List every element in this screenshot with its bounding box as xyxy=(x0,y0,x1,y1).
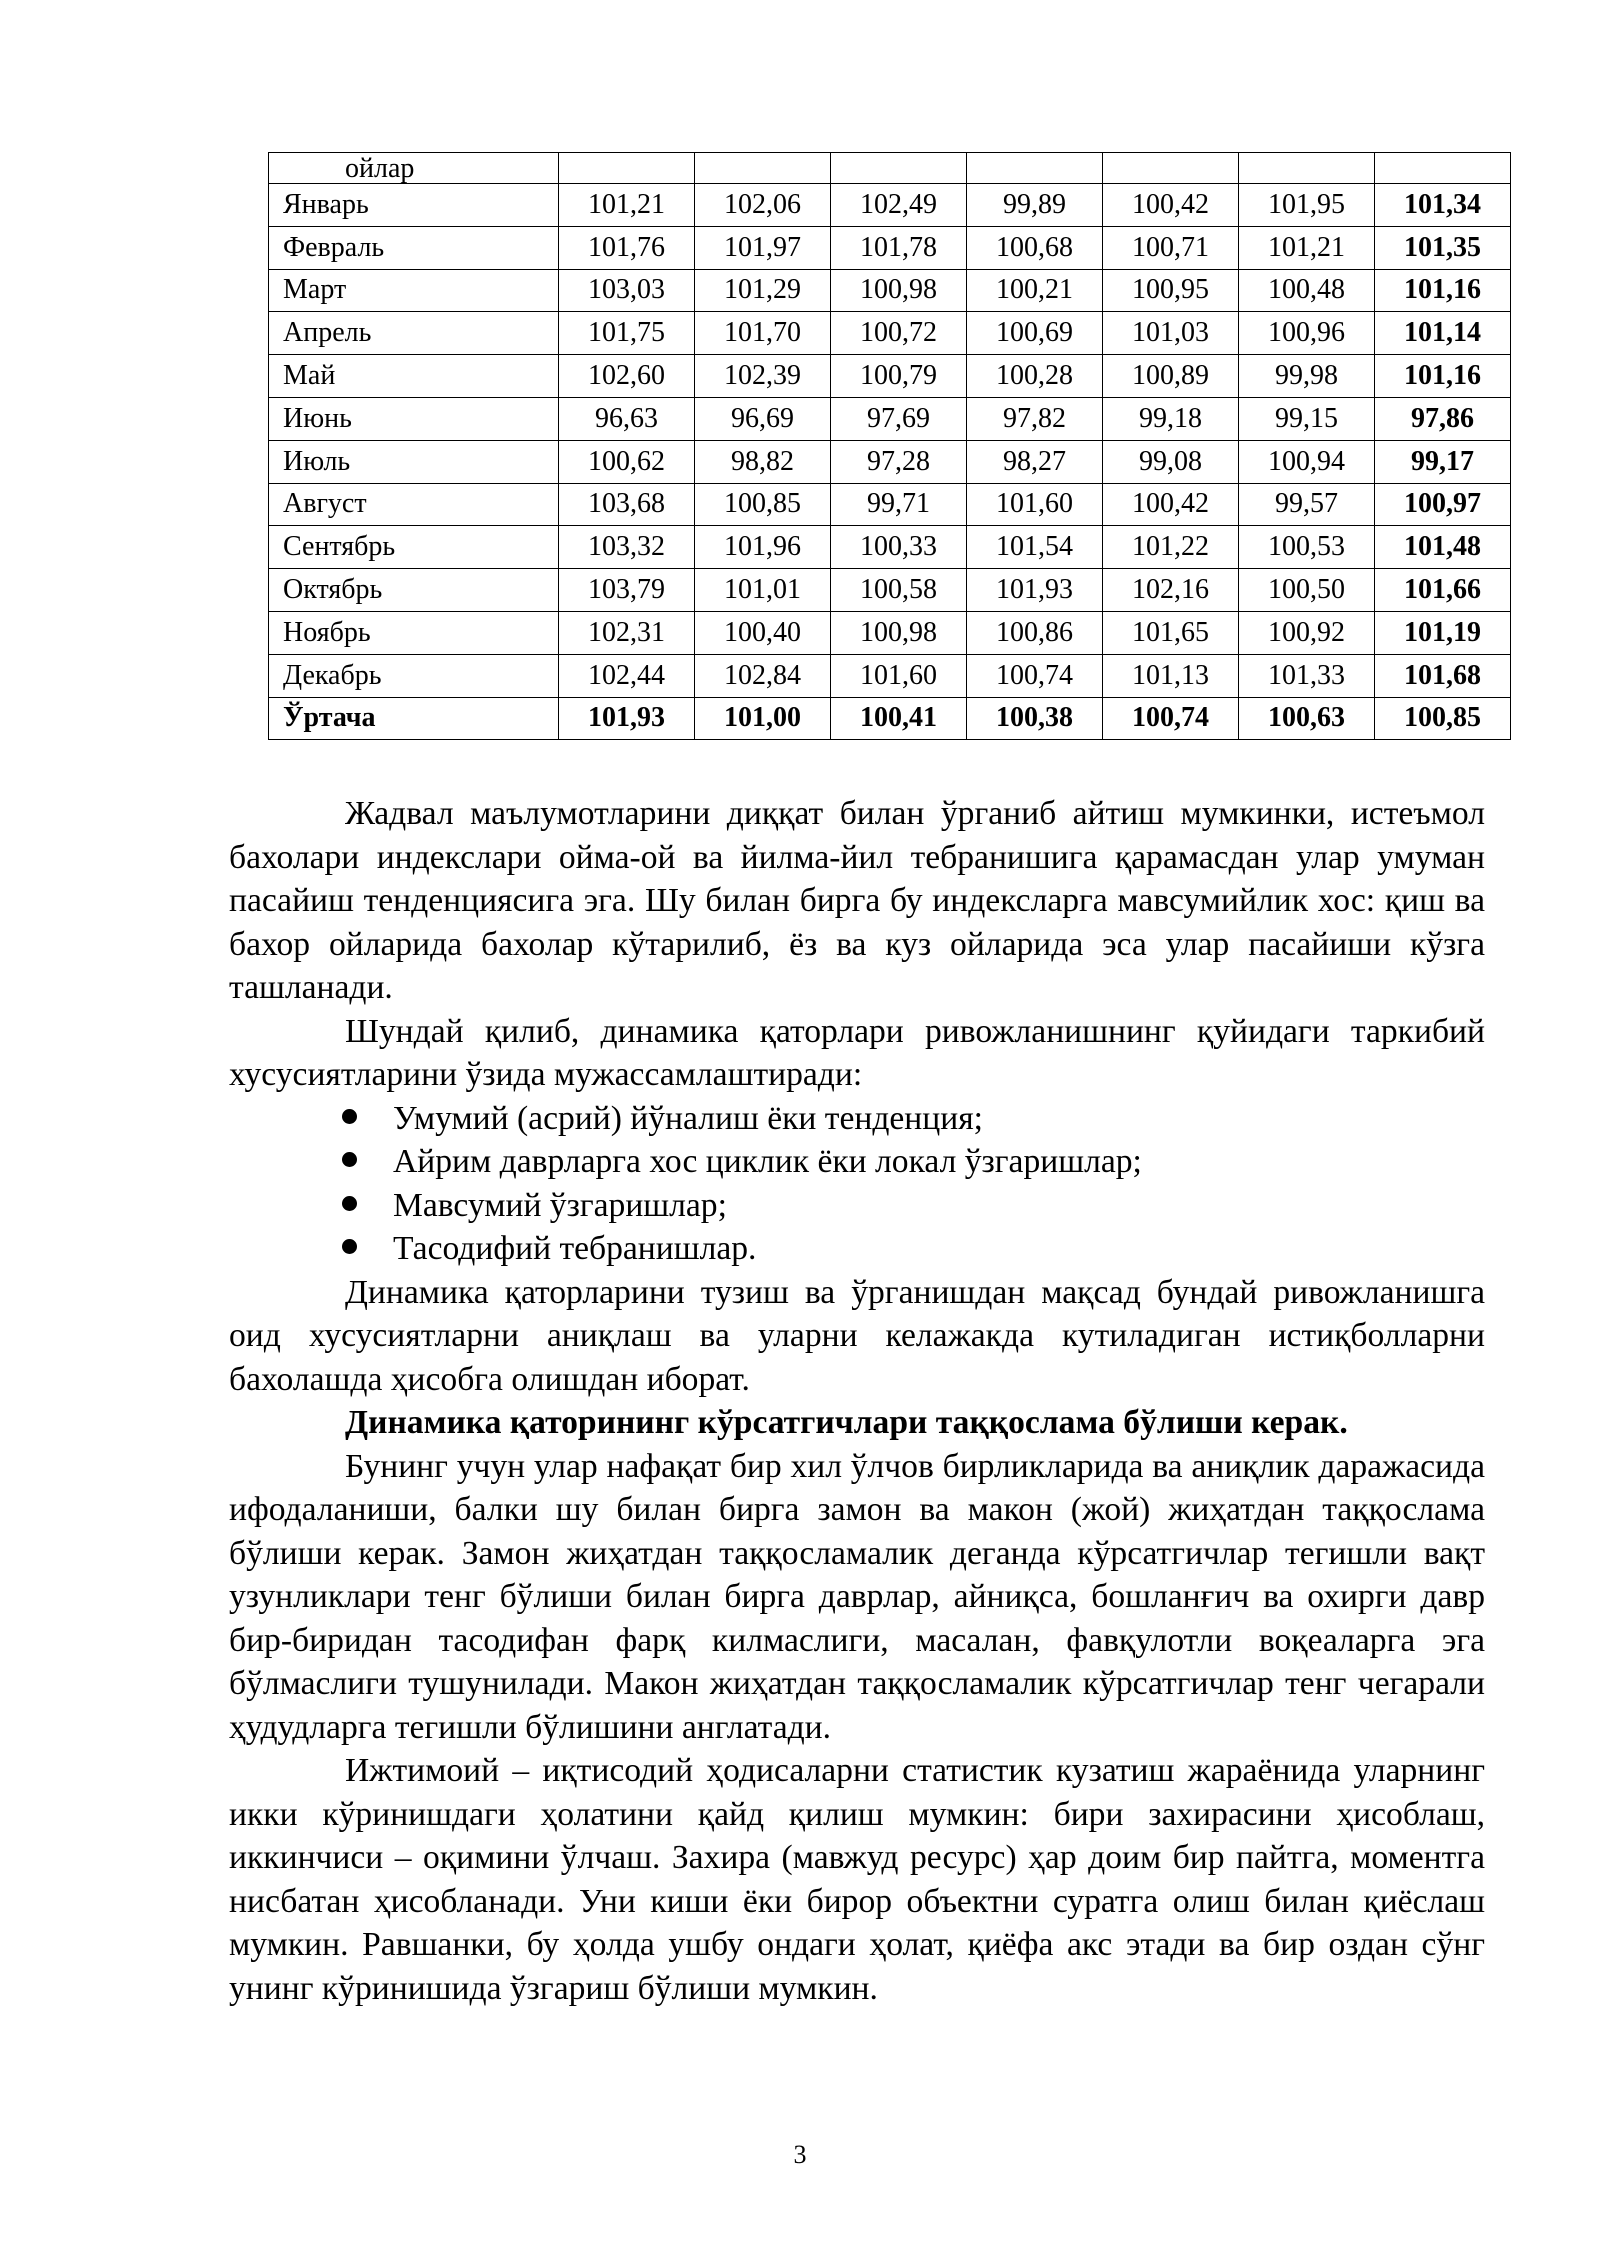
month-cell: Ноябрь xyxy=(269,611,559,654)
table-row xyxy=(269,569,1511,612)
value-cell: 103,03 xyxy=(559,269,695,312)
bullet-text: Тасодифий тебранишлар. xyxy=(393,1230,757,1267)
value-cell: 97,28 xyxy=(831,440,967,483)
page-number: 3 xyxy=(793,2140,807,2169)
bullet-item xyxy=(229,1097,1485,1141)
value-cell: 102,84 xyxy=(695,654,831,697)
month-cell: Январь xyxy=(269,184,559,227)
value-cell: 96,63 xyxy=(559,397,695,440)
value-cell: 100,38 xyxy=(967,697,1103,740)
value-cell: 101,76 xyxy=(559,226,695,269)
value-cell: 101,48 xyxy=(1375,526,1511,569)
value-cell: 97,69 xyxy=(831,397,967,440)
value-cell: 99,17 xyxy=(1375,440,1511,483)
value-cell: 101,19 xyxy=(1375,611,1511,654)
value-cell: 100,48 xyxy=(1239,269,1375,312)
value-cell: 101,01 xyxy=(695,569,831,612)
month-cell: Сентябрь xyxy=(269,526,559,569)
value-cell: 100,71 xyxy=(1103,226,1239,269)
bullet-text: Мавсумий ўзгаришлар; xyxy=(393,1186,727,1224)
value-cell: 101,95 xyxy=(1239,184,1375,227)
value-cell: 101,29 xyxy=(695,269,831,312)
value-cell: 99,89 xyxy=(967,184,1103,227)
table-row xyxy=(269,483,1511,526)
header-cell xyxy=(1239,153,1375,184)
bullet-text: Айрим даврларга хос циклик ёки локал ўзгаришлар; xyxy=(393,1143,1142,1180)
value-cell: 100,33 xyxy=(831,526,967,569)
table-row xyxy=(269,611,1511,654)
value-cell: 100,89 xyxy=(1103,355,1239,398)
value-cell: 97,82 xyxy=(967,397,1103,440)
value-cell: 100,92 xyxy=(1239,611,1375,654)
value-cell: 100,42 xyxy=(1103,184,1239,227)
value-cell: 100,63 xyxy=(1239,697,1375,740)
value-cell: 102,31 xyxy=(559,611,695,654)
bullet-text: Умумий (асрий) йўналиш ёки тенденция; xyxy=(393,1099,983,1137)
bullet-dot-icon xyxy=(342,1109,357,1124)
value-cell: 101,93 xyxy=(967,569,1103,612)
price-index-table xyxy=(268,152,1511,740)
value-cell: 100,42 xyxy=(1103,483,1239,526)
paragraph-5: Ижтимоий – иқтисодий ҳодисаларни статистик кузатиш жараёнида уларнинг икки кўринишдаги ҳолатини қайд қилиш мумкин: бири захирасини ҳисоблаш, иккинчиси – оқимини ўлчаш. Захира (мавжуд ресурс) ҳар доим бир пайтга, моментга нисбатан ҳисобланади. Уни киши ёки бирор объектни суратга олиш билан қиёслаш мумкин. Равшанки, бу ҳолда ушбу ондаги ҳолат, қиёфа акс этади ва бир оздан сўнг унинг кўринишида ўзгариш бўлиши мумкин. xyxy=(229,1752,1485,2007)
value-cell: 102,16 xyxy=(1103,569,1239,612)
month-cell: Июнь xyxy=(269,397,559,440)
month-cell: Март xyxy=(269,269,559,312)
value-cell: 103,32 xyxy=(559,526,695,569)
value-cell: 100,53 xyxy=(1239,526,1375,569)
value-cell: 101,00 xyxy=(695,697,831,740)
month-cell: Ўртача xyxy=(269,697,559,740)
value-cell: 99,71 xyxy=(831,483,967,526)
value-cell: 100,85 xyxy=(695,483,831,526)
table-row-average xyxy=(269,697,1511,740)
value-cell: 100,21 xyxy=(967,269,1103,312)
body-text xyxy=(229,792,1485,2010)
value-cell: 101,14 xyxy=(1375,312,1511,355)
value-cell: 100,85 xyxy=(1375,697,1511,740)
value-cell: 100,94 xyxy=(1239,440,1375,483)
bullet-dot-icon xyxy=(342,1152,357,1167)
value-cell: 101,68 xyxy=(1375,654,1511,697)
bullet-list xyxy=(229,1097,1485,1271)
bullet-dot-icon xyxy=(342,1239,357,1254)
value-cell: 96,69 xyxy=(695,397,831,440)
bullet-item xyxy=(229,1140,1485,1184)
table-row xyxy=(269,355,1511,398)
month-cell: Август xyxy=(269,483,559,526)
value-cell: 103,68 xyxy=(559,483,695,526)
value-cell: 100,72 xyxy=(831,312,967,355)
value-cell: 100,28 xyxy=(967,355,1103,398)
value-cell: 100,68 xyxy=(967,226,1103,269)
paragraph-2: Шундай қилиб, динамика қаторлари ривожланишнинг қуйидаги таркибий хусусиятларини ўзида мужассамлаштиради: xyxy=(229,1012,1485,1093)
month-cell: Октябрь xyxy=(269,569,559,612)
month-cell: Декабрь xyxy=(269,654,559,697)
value-cell: 102,06 xyxy=(695,184,831,227)
value-cell: 101,66 xyxy=(1375,569,1511,612)
value-cell: 101,97 xyxy=(695,226,831,269)
value-cell: 101,13 xyxy=(1103,654,1239,697)
value-cell: 101,78 xyxy=(831,226,967,269)
value-cell: 99,08 xyxy=(1103,440,1239,483)
value-cell: 100,50 xyxy=(1239,569,1375,612)
value-cell: 100,40 xyxy=(695,611,831,654)
value-cell: 101,60 xyxy=(831,654,967,697)
value-cell: 101,33 xyxy=(1239,654,1375,697)
section-heading: Динамика қаторининг кўрсатгичлари таққослама бўлиши керак. xyxy=(345,1404,1348,1441)
value-cell: 102,49 xyxy=(831,184,967,227)
month-cell: Февраль xyxy=(269,226,559,269)
value-cell: 100,58 xyxy=(831,569,967,612)
value-cell: 97,86 xyxy=(1375,397,1511,440)
value-cell: 101,54 xyxy=(967,526,1103,569)
value-cell: 101,96 xyxy=(695,526,831,569)
value-cell: 100,74 xyxy=(967,654,1103,697)
table-row xyxy=(269,184,1511,227)
table-row xyxy=(269,312,1511,355)
value-cell: 100,97 xyxy=(1375,483,1511,526)
bullet-item xyxy=(229,1227,1485,1271)
value-cell: 98,82 xyxy=(695,440,831,483)
value-cell: 99,18 xyxy=(1103,397,1239,440)
value-cell: 99,15 xyxy=(1239,397,1375,440)
value-cell: 101,65 xyxy=(1103,611,1239,654)
header-cell xyxy=(831,153,967,184)
month-cell: Апрель xyxy=(269,312,559,355)
value-cell: 100,69 xyxy=(967,312,1103,355)
paragraph-1: Жадвал маълумотларини диққат билан ўрганиб айтиш мумкинки, истеъмол бахолари индекслари ойма-ой ва йилма-йил тебранишига қарамасдан улар умуман пасайиш тенденциясига эга. Шу билан бирга бу индексларга мавсумийлик хос: қиш ва бахор ойларида бахолар кўтарилиб, ёз ва куз ойларида эса улар пасайиши кўзга ташланади. xyxy=(229,795,1485,1006)
value-cell: 100,62 xyxy=(559,440,695,483)
table-header-row xyxy=(269,153,1511,184)
value-cell: 101,16 xyxy=(1375,355,1511,398)
value-cell: 101,22 xyxy=(1103,526,1239,569)
header-cell xyxy=(559,153,695,184)
value-cell: 101,60 xyxy=(967,483,1103,526)
value-cell: 101,21 xyxy=(559,184,695,227)
value-cell: 101,93 xyxy=(559,697,695,740)
month-cell: Июль xyxy=(269,440,559,483)
header-cell xyxy=(967,153,1103,184)
paragraph-4: Бунинг учун улар нафақат бир хил ўлчов бирликларида ва аниқлик даражасида ифодаланиши, балки шу билан бирга замон ва макон (жой) жиҳатдан таққослама бўлиши керак. Замон жиҳатдан таққосламалик деганда кўрсатгичлар тегишли вақт узунликлари тенг бўлиши билан бирга даврлар, айниқса, бошланғич ва охирги давр бир-биридан тасодифан фарқ килмаслиги, масалан, фавқулотли воқеаларга эга бўлмаслиги тушунилади. Макон жиҳатдан таққосламалик кўрсатгичлар тенг чегарали ҳудудларга тегишли бўлишини англатади. xyxy=(229,1447,1485,1746)
table-row xyxy=(269,226,1511,269)
bullet-dot-icon xyxy=(342,1196,357,1211)
header-cell-months: ойлар xyxy=(269,153,559,184)
value-cell: 101,21 xyxy=(1239,226,1375,269)
table-row xyxy=(269,269,1511,312)
value-cell: 100,79 xyxy=(831,355,967,398)
value-cell: 101,70 xyxy=(695,312,831,355)
value-cell: 101,34 xyxy=(1375,184,1511,227)
value-cell: 100,74 xyxy=(1103,697,1239,740)
value-cell: 103,79 xyxy=(559,569,695,612)
header-cell xyxy=(1375,153,1511,184)
value-cell: 100,86 xyxy=(967,611,1103,654)
value-cell: 100,98 xyxy=(831,611,967,654)
value-cell: 99,57 xyxy=(1239,483,1375,526)
value-cell: 100,41 xyxy=(831,697,967,740)
value-cell: 102,39 xyxy=(695,355,831,398)
value-cell: 100,98 xyxy=(831,269,967,312)
table-row xyxy=(269,397,1511,440)
value-cell: 101,35 xyxy=(1375,226,1511,269)
value-cell: 100,96 xyxy=(1239,312,1375,355)
value-cell: 99,98 xyxy=(1239,355,1375,398)
header-cell xyxy=(695,153,831,184)
table-row xyxy=(269,654,1511,697)
month-cell: Май xyxy=(269,355,559,398)
value-cell: 98,27 xyxy=(967,440,1103,483)
paragraph-3: Динамика қаторларини тузиш ва ўрганишдан мақсад бундай ривожланишга оид хусусиятларни аниқлаш ва уларни келажакда кутиладиган истиқболларни бахолашда ҳисобга олишдан иборат. xyxy=(229,1273,1485,1398)
bullet-item xyxy=(229,1184,1485,1228)
table-row xyxy=(269,440,1511,483)
value-cell: 101,75 xyxy=(559,312,695,355)
table-row xyxy=(269,526,1511,569)
value-cell: 102,60 xyxy=(559,355,695,398)
value-cell: 101,16 xyxy=(1375,269,1511,312)
header-cell xyxy=(1103,153,1239,184)
value-cell: 102,44 xyxy=(559,654,695,697)
table-body xyxy=(269,153,1511,740)
value-cell: 100,95 xyxy=(1103,269,1239,312)
value-cell: 101,03 xyxy=(1103,312,1239,355)
